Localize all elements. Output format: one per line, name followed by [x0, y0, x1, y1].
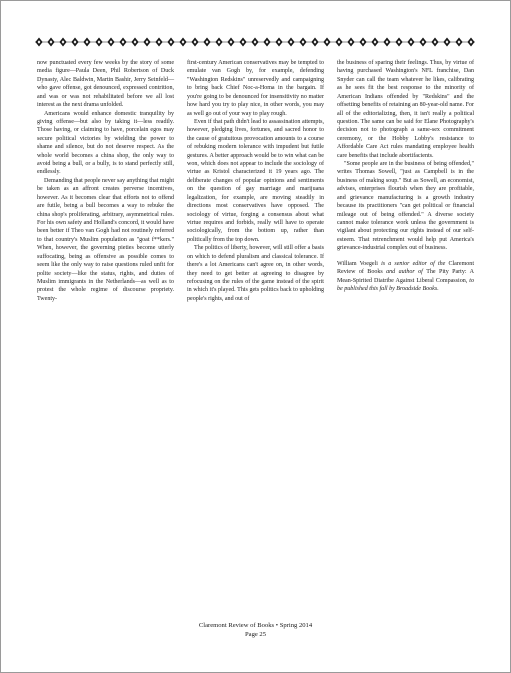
page-footer [1, 621, 510, 639]
paragraph: Even if that path didn't lead to assassination attempts, however, pledging lives, fortunes, and sacred honor to the cause of gratuitous provocation amounts to a course of rebuking modern tolerance with impudent but futile gestures. A better approach would be to win what can be won, which does not appear to include the sociology of virtue as Kristol characterized it 19 years ago. The deliberate changes of popular opinions and sentiments on the question of gay marriage and marijuana legalization, for example, are moving steadily in directions most conservatives have opposed. The sociology of virtue, forging a consensus about what virtue requires and forbids, really will have to operate sociologically, from the bottom up, rather than politically from the top down. [187, 118, 324, 243]
publication-line: Claremont Review of Books • Spring 2014 [198, 622, 313, 629]
article-body [37, 59, 474, 559]
paragraph: first-century American conservatives may be tempted to emulate van Gogh by, for example, defending "Washington Redskins" unreservedly and campaigning to bring back Chief Noc-a-Homa in the bargain. If you're going to be denounced for insensitivity no matter how hard you try to play nice, in other words, you may as well go out of your way to play rough. [187, 60, 324, 117]
paragraph: Demanding that people never say anything that might be taken as an affront creates perverse incentives, however. As it becomes clear that efforts not to offend are futile, being a bull becomes a way to rebuke the china shop's proliferating, arbitrary, asymmetrical rules. For his own safety and Holland's concord, it would have been better if Theo van Gogh had not routinely referred to that country's Muslim population as "goat f**kers." When, however, the governing pieties become utterly suffocating, being as offensive as possible comes to seem like the only way to raise questions ruled unfit for polite society—like the status, rights, and duties of Muslim immigrants in the Netherlands—as well as to protest the whole regime of discourse propriety. Twenty- [37, 177, 174, 302]
diamond-pattern-rule-icon [35, 37, 475, 47]
bio-text: is a senior editor of the [377, 260, 449, 267]
column-2 [187, 59, 324, 559]
bio-text: and author of [382, 269, 427, 276]
paragraph: "Some people are in the business of being offended," writes Thomas Sowell, "just as Campbell is in the business of making soup." But as Sowell, an economist, advises, enterprises flourish when they are profitable, and grievance manufacturing is a growth industry because its practitioners "can get political or financial mileage out of being offended." A diverse society cannot make tolerance work unless the government is vigilant about protecting our rights instead of our self-esteem. That retrenchment would help put America's grievance-industrial complex out of business. [337, 161, 474, 252]
journal-name: Claremont Review of Books [337, 260, 474, 276]
column-1 [37, 59, 174, 559]
publisher-name: Broadside Books. [396, 285, 439, 292]
paragraph: the business of sparing their feelings. Thus, by virtue of having purchased Washington's NFL franchise, Dan Snyder can call the team whatever he likes, calibrating as he sees fit the best response to the minority of American Indians offended by "Redskins" and the offsetting benefits of retaining an 80-year-old name. For all of the editorializing, then, it isn't really a political question. The same can be said for Elane Photography's decision not to photograph a same-sex commitment ceremony, or the Hobby Lobby's resistance to Affordable Care Act rules mandating employee health care benefits that include abortifacients. [337, 60, 474, 159]
bio-text: to be published this fall by [337, 277, 474, 292]
book-title: The Pity Party: A Mean-Spirited Diatribe Against Liberal Compassion, [337, 269, 474, 284]
paragraph: The politics of liberty, however, will still offer a basis on which to defend pluralism and classical tolerance. If there's a lot Americans can't agree on, in other words, they need to get better at agreeing to disagree by refocusing on the rules of the game instead of the spirit in which it's played. This gets politics back to upholding people's rights, and out of [187, 245, 324, 302]
author-bio [337, 260, 474, 294]
column-3 [337, 59, 474, 559]
page-number: Page 25 [244, 631, 267, 638]
paragraph: Americans would enhance domestic tranquility by giving offense—but also by taking it—less readily. Those having, or claiming to have, porcelain egos may secure political victories by wielding the power to shame and silence, but do not deserve respect. As the whole world becomes a china shop, the only way to avoid being a bull, or a bully, is to stand perfectly still, endlessly. [37, 110, 174, 176]
author-name: William Voegeli [337, 260, 378, 267]
paragraph: now punctuated every few weeks by the story of some media figure—Paula Deen, Phil Robertson of Duck Dynasty, Alec Baldwin, Martin Bashir, Jerry Seinfeld—who gave offense, got denounced, expressed contrition, and was or was not rehabilitated before we all lost interest as the next drama unfolded. [37, 60, 174, 109]
